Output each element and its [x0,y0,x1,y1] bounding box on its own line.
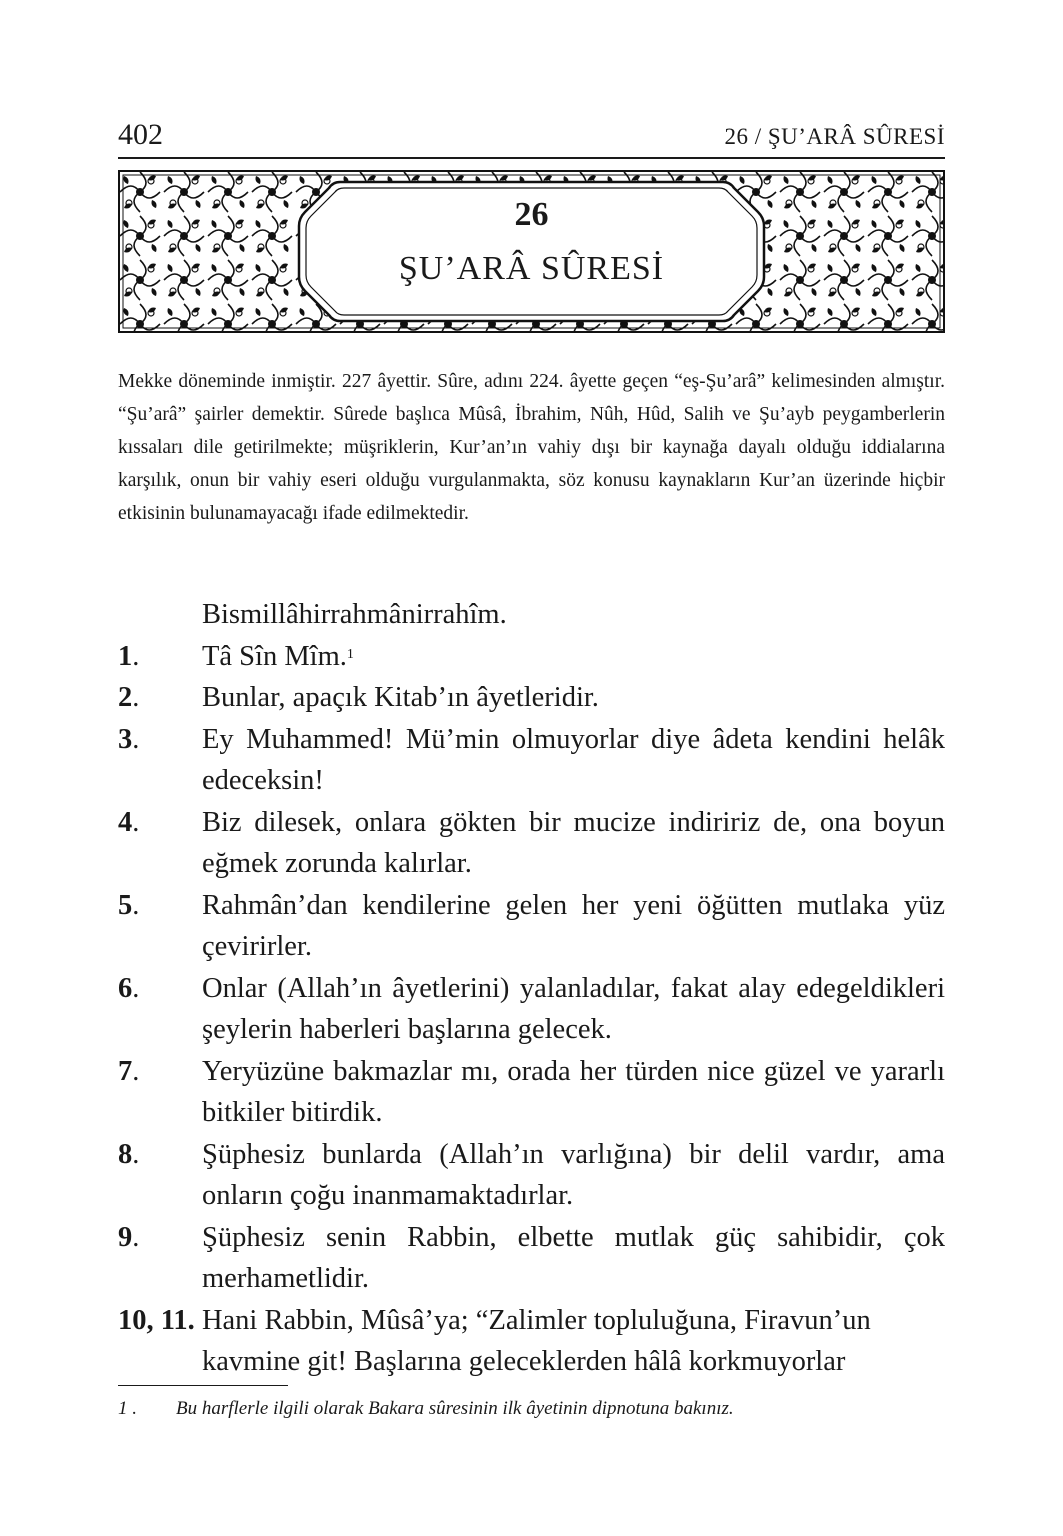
footnote [118,1398,734,1420]
verse [118,1134,945,1217]
verse [118,968,945,1051]
footnote-rule [118,1385,288,1386]
verse-number: 6. [118,972,140,1004]
verse-number: 3. [118,723,140,755]
sura-title: ŞU’ARÂ SÛRESİ [398,250,665,287]
verse [118,885,945,968]
footnote-text: Bu harflerle ilgili olarak Bakara sûresinin ilk âyetinin dipnotuna bakınız. [176,1398,734,1419]
verse-number: 8. [118,1138,140,1170]
footnote-ref[interactable]: 1 [346,646,354,662]
verse [118,802,945,885]
verse-number: 5. [118,889,140,921]
running-head: 26 / ŞU’ARÂ SÛRESİ [724,124,945,149]
verse [118,1217,945,1300]
verse-text: Şüphesiz senin Rabbin, elbette mutlak güç sahibidir, çok merhametlidir. [202,1221,945,1294]
basmala: Bismillâhirrahmânirrahîm. [202,599,507,630]
verse-text: Tâ Sîn Mîm. [202,640,347,672]
verse-number: 9. [118,1221,140,1253]
verse-text: Rahmân’dan kendilerine gelen her yeni öğütten mutlaka yüz çevirirler. [202,889,945,962]
sura-banner [118,170,945,333]
verse-number: 10, 11. [118,1304,195,1336]
verse-number: 7. [118,1055,140,1087]
verse-number: 1. [118,640,140,672]
page-number: 402 [118,118,163,151]
verse-text-line2: kavmine git! Başlarına geleceklerden hâlâ korkmuyorlar [202,1346,846,1377]
verse [118,719,945,802]
verse-text: Bunlar, apaçık Kitab’ın âyetleridir. [202,682,599,713]
verse [118,1051,945,1134]
verse [118,677,945,719]
verse-number: 4. [118,806,140,838]
verse [118,636,945,678]
verse-text: Yeryüzüne bakmazlar mı, orada her türden nice güzel ve yararlı bitkiler bitirdik. [202,1055,945,1128]
sura-introduction [118,365,945,530]
intro-paragraph: Mekke döneminde inmiştir. 227 âyettir. Sûre, adını 224. âyette geçen “eş-Şu’arâ” kelimesinden almıştır. “Şu’arâ” şairler demektir. Sûrede başlıca Mûsâ, İbrahim, Nûh, Hûd, Salih ve Şu’ayb peygamberlerin kıssaları dile getirilmekte; müşriklerin, Kur’an’ın vahiy dışı bir kaynağa dayalı olduğu iddialarına karşılık, onun bir vahiy eseri olduğu vurgulanmakta, söz konusu kaynakların Kur’an üzerinde hiçbir etkisinin bulunamayacağı ifade edilmektedir. [118,371,945,524]
header-rule [118,157,945,159]
verse-text: Şüphesiz bunlarda (Allah’ın varlığına) bir delil vardır, ama onların çoğu inanmamaktadırlar. [202,1138,945,1211]
verse-text: Ey Muhammed! Mü’min olmuyorlar diye âdeta kendini helâk edeceksin! [202,723,945,796]
verse-text: Biz dilesek, onlara gökten bir mucize indiririz de, ona boyun eğmek zorunda kalırlar. [202,806,945,879]
footnote-number: 1 . [118,1398,137,1419]
verse-text-line1: Hani Rabbin, Mûsâ’ya; “Zalimler topluluğuna, Firavun’un [201,1304,871,1336]
verse-10-11 [118,1300,945,1383]
sura-number: 26 [514,196,549,233]
verse-number: 2. [118,682,140,713]
verse-text: Onlar (Allah’ın âyetlerini) yalanladılar, fakat alay edegeldikleri şeylerin haberleri başlarına gelecek. [202,972,945,1045]
verse-list [118,594,945,1383]
